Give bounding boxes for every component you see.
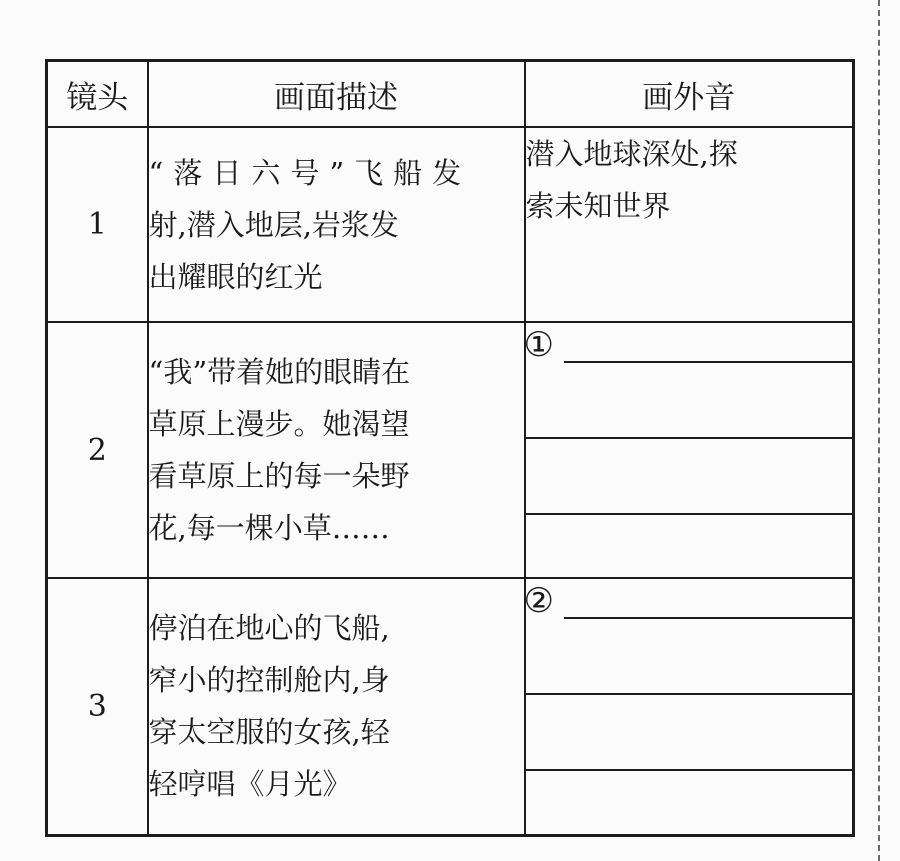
table-row-3 — [47, 578, 854, 835]
header-description: 画面描述 — [148, 61, 525, 128]
shot-number: 3 — [47, 578, 148, 835]
answer-blank-2 — [525, 578, 854, 835]
table-row-1 — [47, 127, 854, 322]
answer-line[interactable] — [523, 579, 853, 621]
answer-line[interactable] — [526, 731, 853, 771]
voiceover-text: 潜入地球深处,探 索未知世界 — [525, 127, 854, 322]
header-shot: 镜头 — [47, 61, 148, 128]
scene-description: 停泊在地心的飞船, 窄小的控制舱内,身 穿太空服的女孩,轻 轻哼唱《月光》 — [148, 578, 525, 835]
header-voiceover: 画外音 — [525, 61, 854, 128]
scene-description: “落日六号”飞船发 射,潜入地层,岩浆发 出耀眼的红光 — [148, 127, 525, 322]
scene-description: “我”带着她的眼睛在 草原上漫步。她渴望 看草原上的每一朵野 花,每一棵小草…… — [148, 322, 525, 578]
answer-marker: ① — [523, 325, 554, 365]
answer-line[interactable] — [526, 655, 853, 695]
answer-marker: ② — [523, 581, 554, 621]
answer-line[interactable] — [523, 323, 853, 365]
answer-line[interactable] — [526, 399, 853, 439]
header-row — [47, 61, 854, 128]
dashed-cut-line — [878, 0, 880, 861]
table-row-2 — [47, 322, 854, 578]
answer-blank-1 — [525, 322, 854, 578]
shot-number: 2 — [47, 322, 148, 578]
storyboard-table — [45, 59, 855, 837]
shot-number: 1 — [47, 127, 148, 322]
answer-line[interactable] — [526, 475, 853, 515]
